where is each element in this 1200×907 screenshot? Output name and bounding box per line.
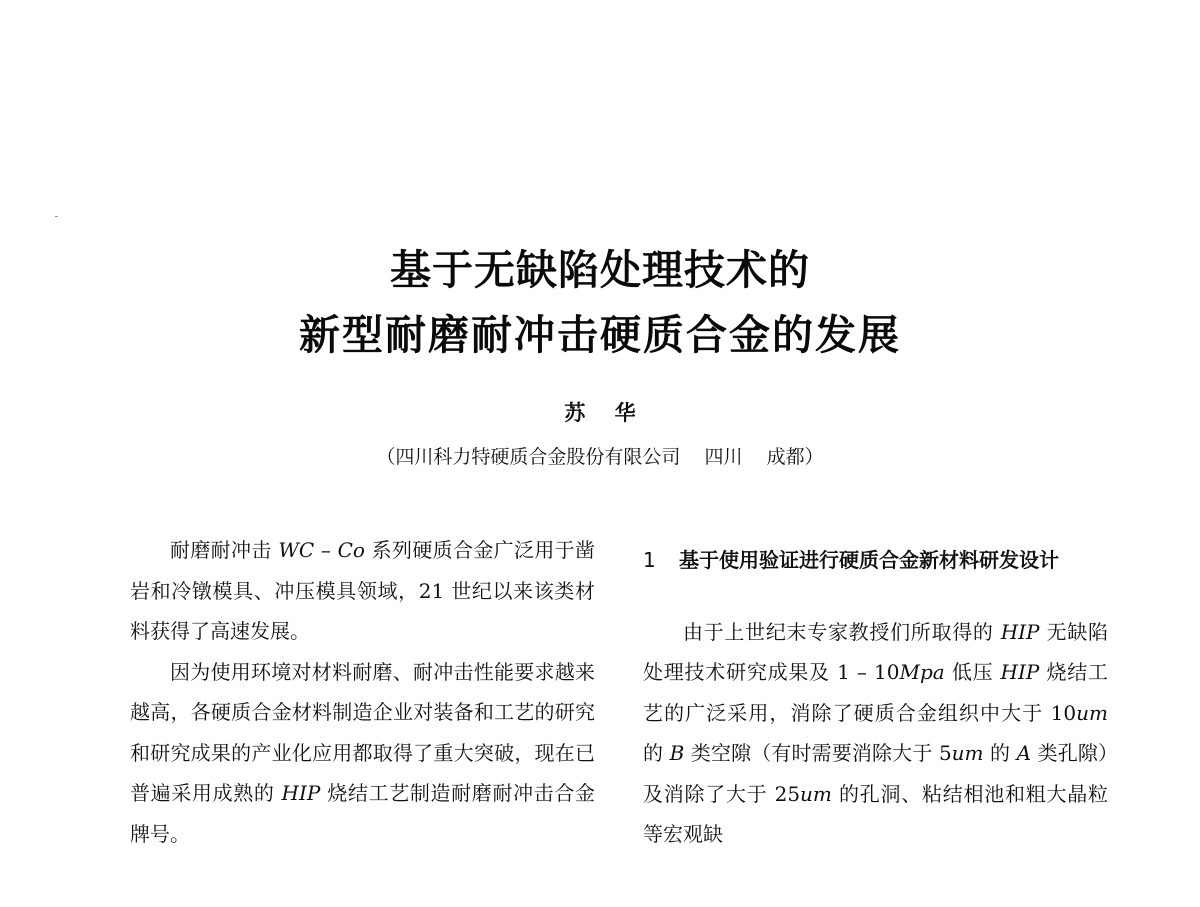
italic-term: um [951,741,984,765]
paper-title-line-2: 新型耐磨耐冲击硬质合金的发展 [299,311,901,359]
italic-term: A [1016,741,1032,765]
italic-term: HIP [1000,619,1040,644]
body-paragraph: 耐磨耐冲击 WC – Co 系列硬质合金广泛用于凿岩和冷镦模具、冲压模具领域，21 世纪以来该类材料获得了高速发展。 [130,538,596,643]
italic-term: um [1076,700,1108,725]
right-column [643,540,1108,855]
section-number: 1 [643,548,656,572]
section-title: 基于使用验证进行硬质合金新材料研发设计 [679,548,1059,572]
italic-term: WC [278,538,315,562]
italic-term: Mpa [899,660,945,684]
author-name: 苏 华 [564,401,636,425]
author-affiliation: （四川科力特硬质合金股份有限公司 四川 成都） [376,446,824,468]
scan-speck [55,216,58,217]
body-paragraph: 因为使用环境对材料耐磨、耐冲击性能要求越来越高，各硬质合金材料制造企业对装备和工艺的研究和研究成果的产业化应用都取得了重大突破，现在已普遍采用成熟的 HIP 烧结工艺制造耐磨耐冲击合金牌号。 [130,659,596,846]
italic-term: HIP [281,781,321,805]
italic-term: B [669,741,685,765]
italic-term: HIP [1000,660,1040,684]
italic-term: Co [337,538,365,562]
body-paragraph: 由于上世纪末专家教授们所取得的 HIP 无缺陷处理技术研究成果及 1 – 10Mpa 低压 HIP 烧结工艺的广泛采用，消除了硬质合金组织中大于 10um 的 B 类空隙（有时需要消除大于 5um 的 A 类孔隙）及消除了大于 25um 的孔洞、粘结相池和粗大晶粒等宏观缺 [643,619,1109,846]
paper-title-line-1: 基于无缺陷处理技术的 [390,246,810,294]
left-column [130,530,595,854]
italic-term: um [800,781,832,806]
section-heading [643,540,1108,581]
